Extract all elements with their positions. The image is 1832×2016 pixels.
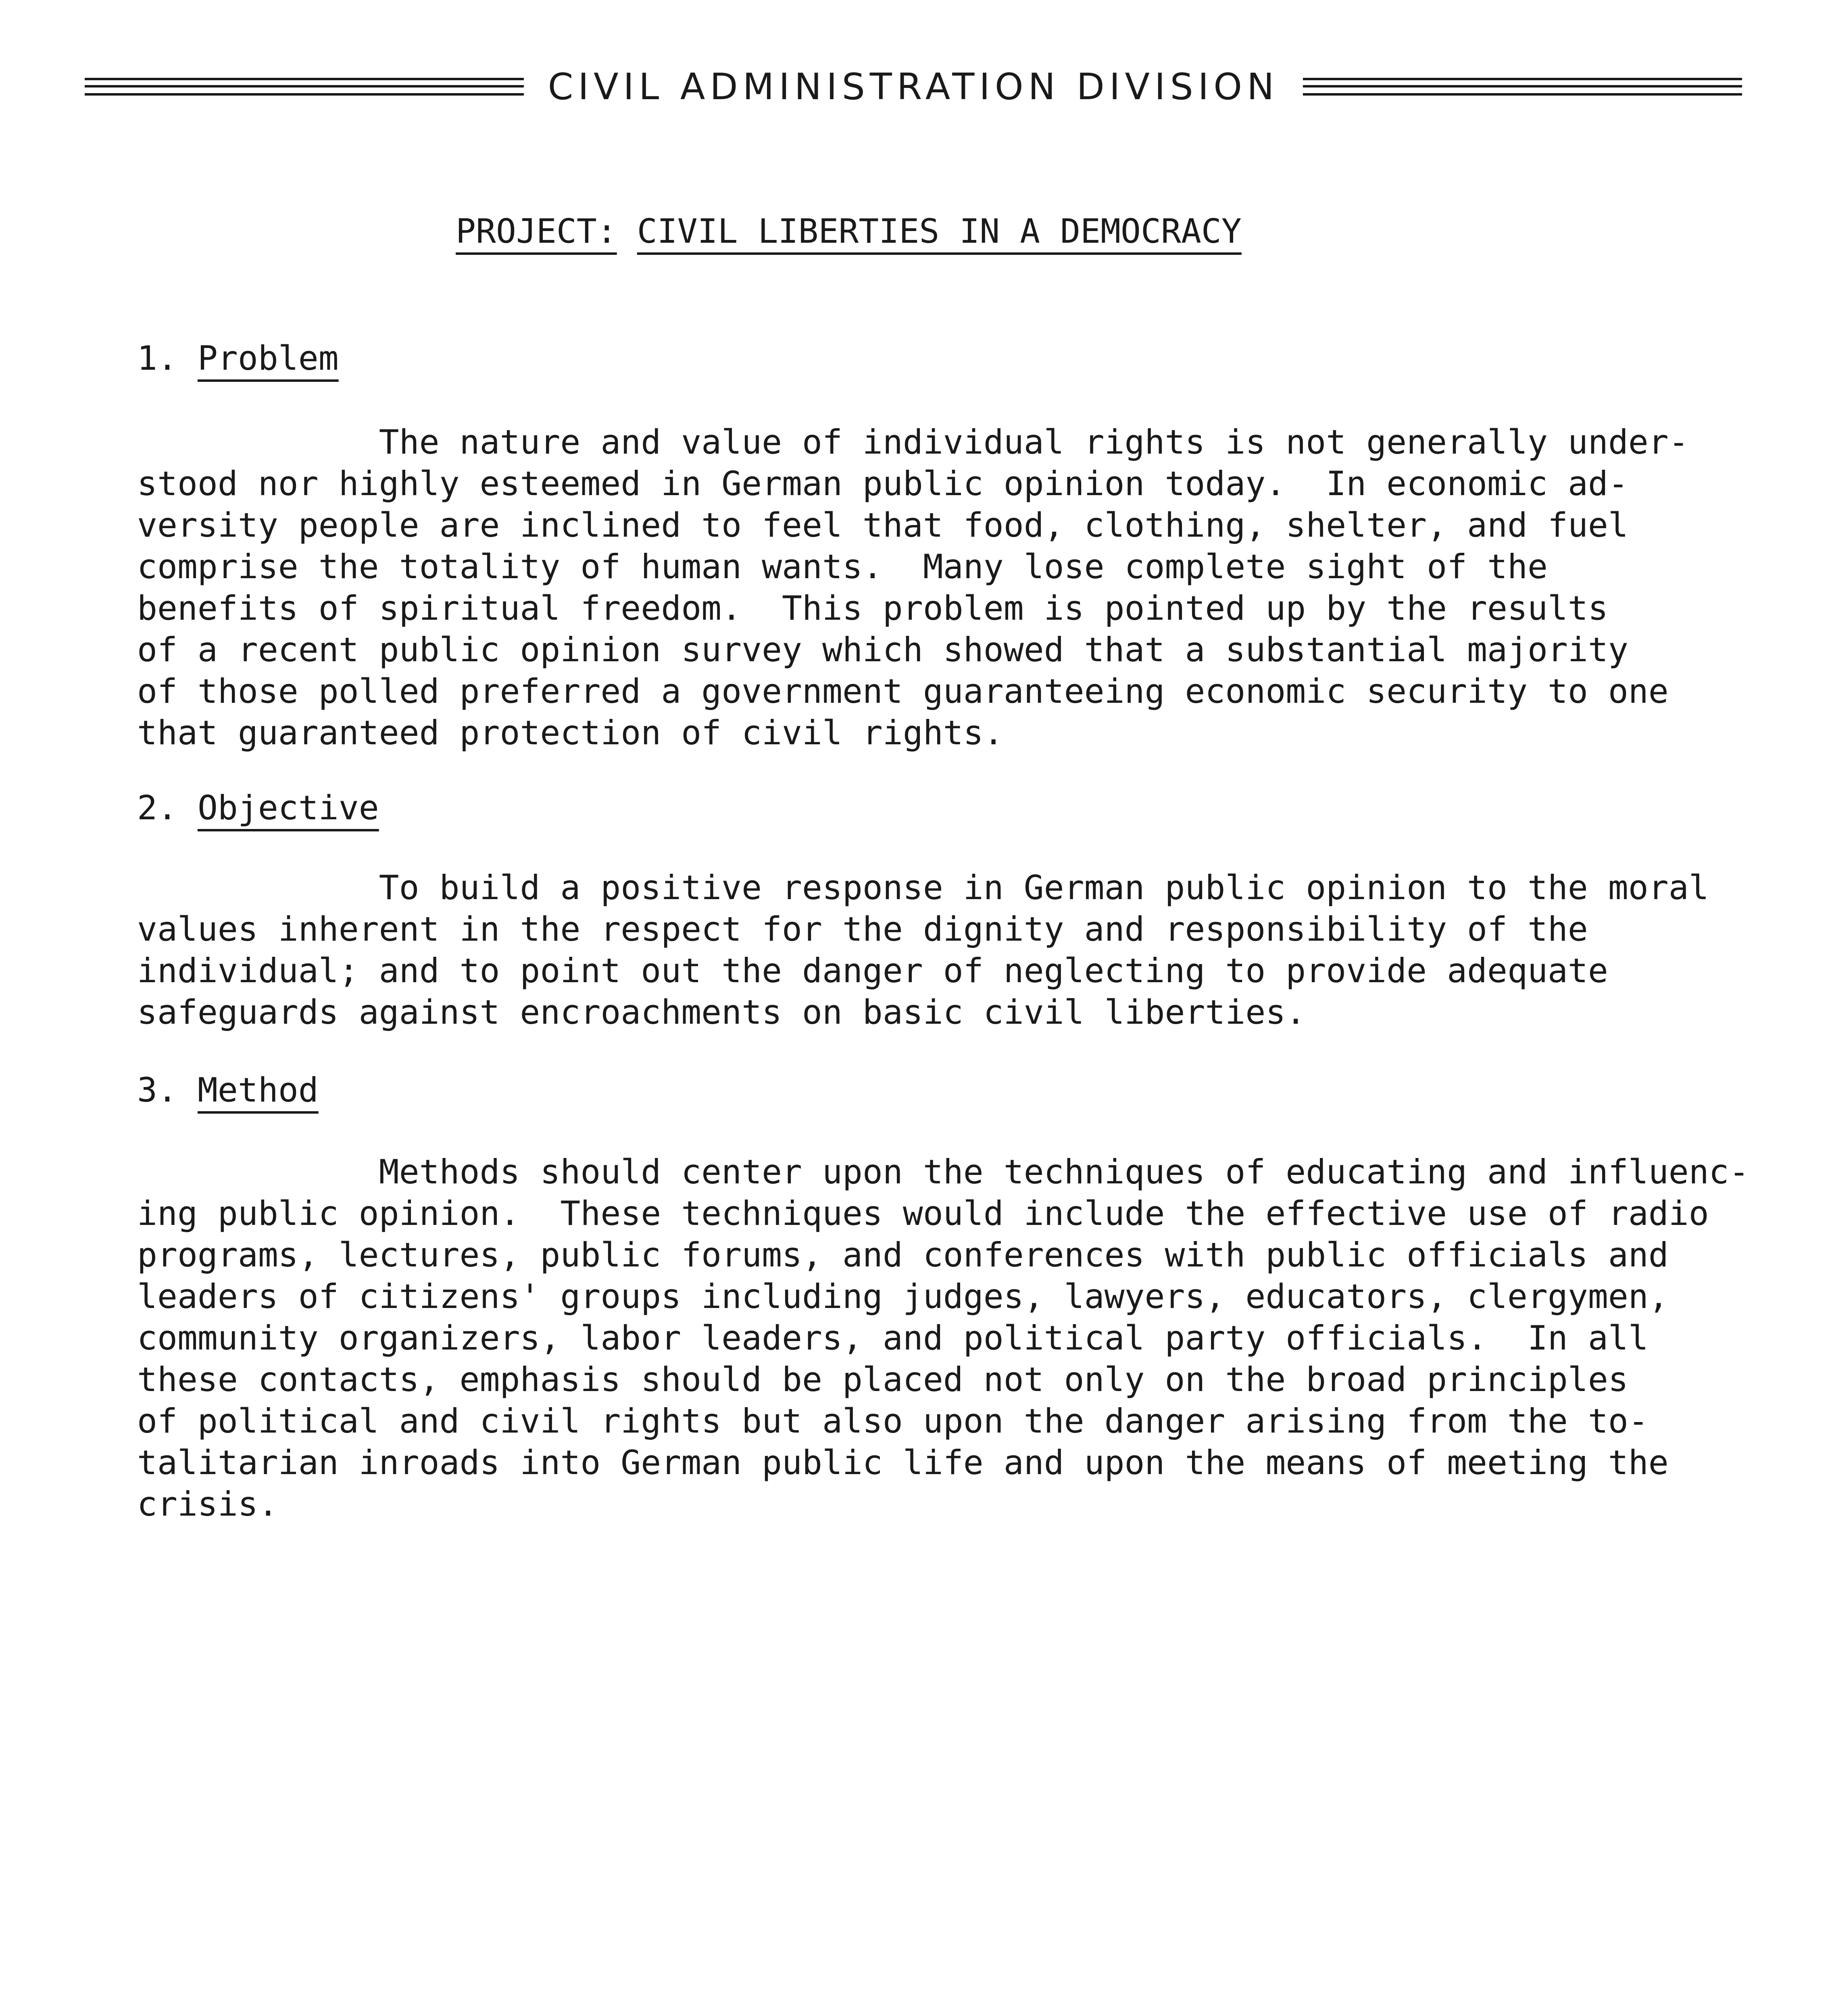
section-number: 2. xyxy=(137,788,177,827)
section-body-method: Methods should center upon the techniques of educating and influenc- ing public opinion. These techniques would include the effective use of radio programs, lectures, public forums, and conferences with public officials and leaders of citizens' groups including judges, lawyers, educators, clergymen, community organizers, labor leaders, and political party officials. In all these contacts, emphasis should be placed not only on the broad principles of political and civil rights but also upon the danger arising from the to- talitarian inroads into German public life and upon the means of meeting the crisis. xyxy=(137,1152,1749,1524)
section-title: Method xyxy=(197,1070,319,1110)
project-label: PROJECT: xyxy=(456,212,617,251)
section-body-objective: To build a positive response in German public opinion to the moral values inherent in the respect for the dignity and responsibility of the individual; and to point out the danger of neglecting to provide adequate safeguards against encroachments on basic civil liberties. xyxy=(137,868,1709,1032)
section-number: 1. xyxy=(137,339,177,378)
section-heading-problem xyxy=(137,339,339,378)
header-rule-right xyxy=(1303,78,1742,96)
project-line xyxy=(456,212,1242,251)
section-number: 3. xyxy=(137,1070,177,1110)
section-body-problem: The nature and value of individual rights is not generally under- stood nor highly esteemed in German public opinion today. In economic ad- versity people are inclined to feel that food, clothing, shelter, and fuel comprise the totality of human wants. Many lose complete sight of the benefits of spiritual freedom. This problem is pointed up by the results of a recent public opinion survey which showed that a substantial majority of those polled preferred a government guaranteeing economic security to one that guaranteed protection of civil rights. xyxy=(137,423,1689,752)
header-rule-left xyxy=(85,78,524,96)
header-banner xyxy=(85,60,1742,113)
section-heading-objective xyxy=(137,788,379,827)
project-title: CIVIL LIBERTIES IN A DEMOCRACY xyxy=(637,212,1242,251)
section-title: Problem xyxy=(197,339,339,378)
division-title: CIVIL ADMINISTRATION DIVISION xyxy=(548,65,1279,108)
section-heading-method xyxy=(137,1070,319,1110)
section-title: Objective xyxy=(197,788,379,827)
